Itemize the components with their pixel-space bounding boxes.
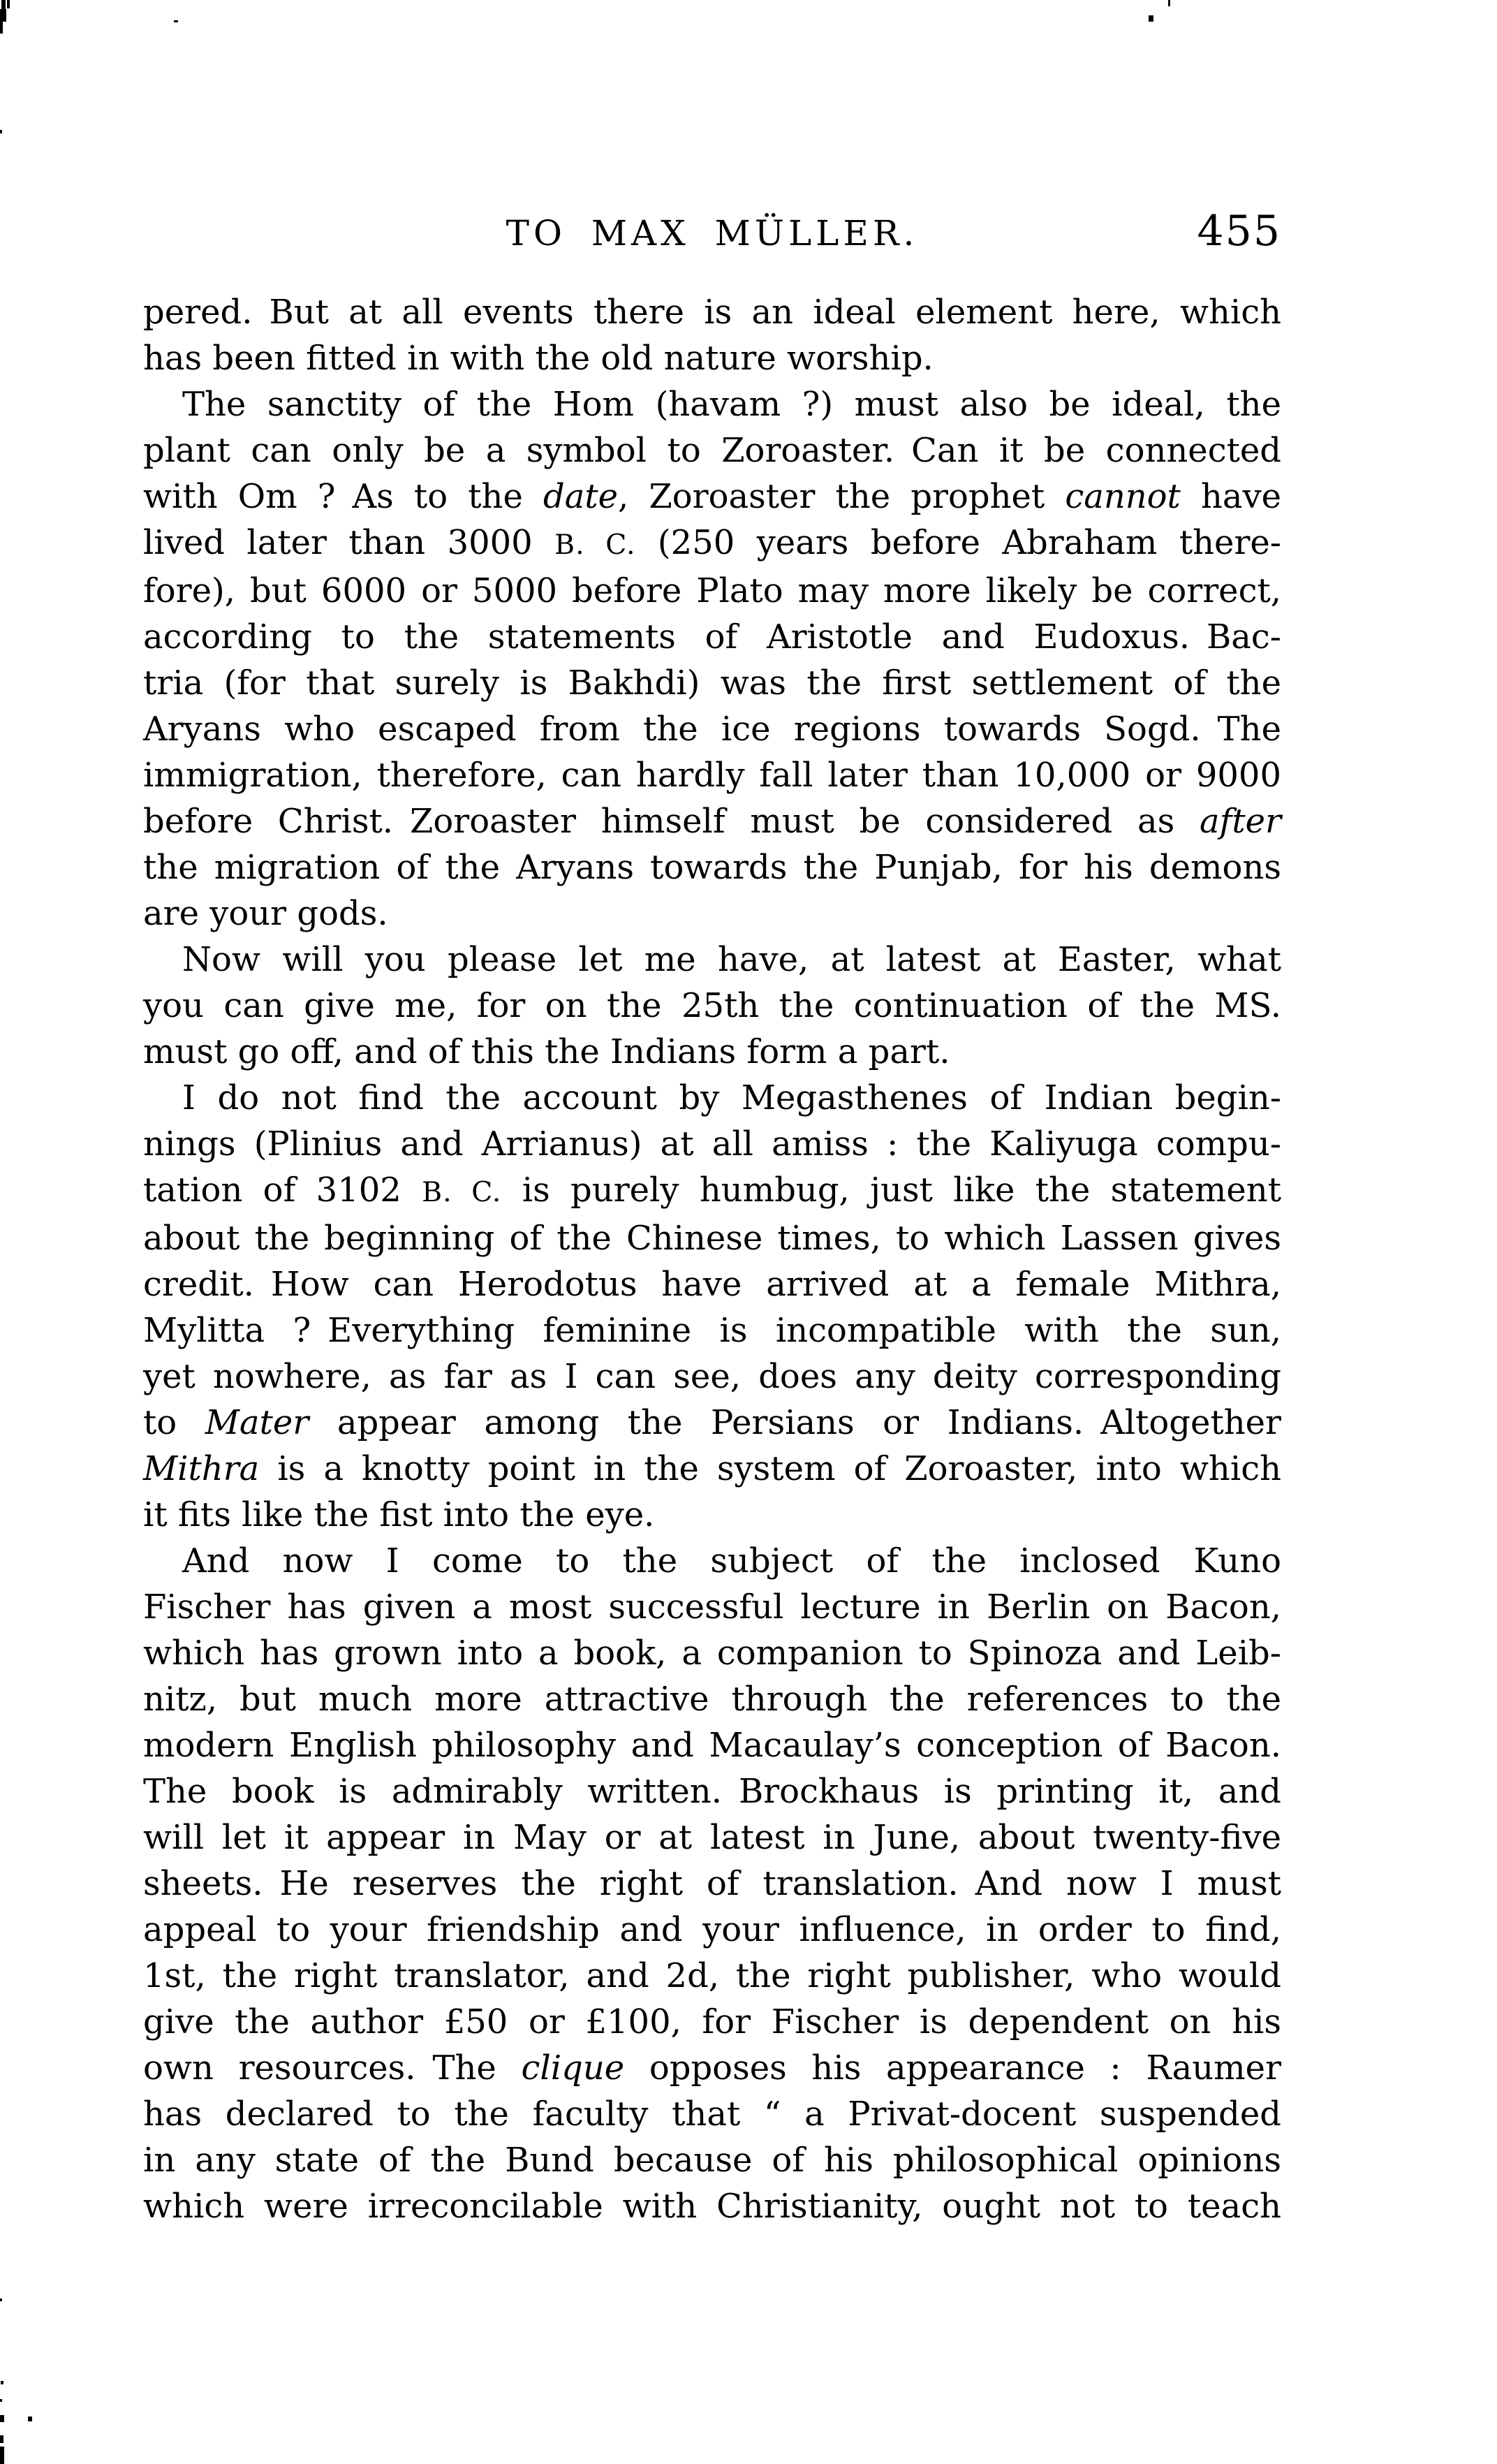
- text-line: 1st, the right translator, and 2d, the right publisher, who would: [143, 1956, 1281, 1995]
- text-line: must go off, and of this the Indians form a part.: [143, 1032, 950, 1071]
- ink-speck: [1, 2381, 3, 2384]
- running-title: TO MAX MÜLLER.: [506, 213, 919, 254]
- text-line: you can give me, for on the 25th the continuation of the MS.: [143, 986, 1281, 1025]
- italic-text: Mater: [205, 1403, 309, 1442]
- text-line: lived later than 3000 B. C. (250 years before Abraham there-: [143, 523, 1282, 562]
- text-line: the migration of the Aryans towards the Punjab, for his demons: [143, 848, 1281, 887]
- italic-text: cannot: [1065, 477, 1181, 516]
- text-line: immigration, therefore, can hardly fall later than 10,000 or 9000: [143, 756, 1281, 795]
- ink-speck: [0, 21, 3, 34]
- text-line: nings (Plinius and Arrianus) at all amiss : the Kaliyuga compu-: [143, 1124, 1281, 1164]
- text-line: The sanctity of the Hom (havam ?) must also be ideal, the: [182, 385, 1281, 424]
- page-number: 455: [1197, 207, 1281, 256]
- text-line: Mithra is a knotty point in the system of Zoroaster, into which: [143, 1449, 1281, 1488]
- text-line: before Christ. Zoroaster himself must be considered as after: [143, 802, 1281, 841]
- text-line: it fits like the fist into the eye.: [143, 1495, 655, 1534]
- text-line: modern English philosophy and Macaulay’s conception of Bacon.: [143, 1726, 1281, 1765]
- italic-text: after: [1199, 802, 1281, 841]
- ink-speck: [174, 20, 178, 22]
- text-line: credit. How can Herodotus have arrived at a female Mithra,: [143, 1265, 1281, 1304]
- ink-speck: [1168, 0, 1170, 6]
- text-line: Mylitta ? Everything feminine is incompatible with the sun,: [143, 1311, 1281, 1350]
- text-line: And now I come to the subject of the inclosed Kuno: [182, 1541, 1281, 1581]
- text-line: plant can only be a symbol to Zoroaster. Can it be connected: [143, 431, 1281, 470]
- text-line: has been fitted in with the old nature worship.: [143, 339, 934, 378]
- text-line: The book is admirably written. Brockhaus is printing it, and: [143, 1772, 1281, 1811]
- ink-speck: [0, 9, 6, 22]
- text-line: sheets. He reserves the right of translation. And now I must: [143, 1864, 1281, 1903]
- text-line: give the author £50 or £100, for Fischer is dependent on his: [143, 2002, 1281, 2041]
- ink-speck: [0, 2447, 4, 2464]
- text-line: tria (for that surely is Bakhdi) was the first settlement of the: [143, 663, 1281, 703]
- ink-speck: [0, 2415, 4, 2422]
- text-line: own resources. The clique opposes his appearance : Raumer: [143, 2048, 1282, 2088]
- text-line: Aryans who escaped from the ice regions towards Sogd. The: [143, 710, 1281, 749]
- italic-text: Mithra: [143, 1449, 260, 1488]
- small-caps-text: B. C.: [554, 529, 636, 561]
- ink-speck: [0, 2435, 3, 2443]
- header-right-spacer: [918, 207, 1281, 256]
- italic-text: date: [543, 477, 619, 516]
- text-line: according to the statements of Aristotle and Eudoxus. Bac-: [143, 617, 1281, 657]
- italic-text: clique: [521, 2048, 625, 2088]
- text-line: are your gods.: [143, 894, 388, 933]
- text-line: I do not find the account by Megasthenes of Indian begin-: [182, 1078, 1281, 1117]
- text-line: about the beginning of the Chinese times, to which Lassen gives: [143, 1219, 1281, 1258]
- text-line: Now will you please let me have, at latest at Easter, what: [182, 940, 1281, 979]
- text-line: in any state of the Bund because of his philosophical opinions: [143, 2141, 1281, 2180]
- ink-speck: [0, 2298, 2, 2301]
- ink-speck: [0, 130, 2, 133]
- small-caps-text: B. C.: [422, 1176, 502, 1208]
- text-line: Fischer has given a most successful lecture in Berlin on Bacon,: [143, 1587, 1281, 1627]
- text-line: nitz, but much more attractive through the references to the: [143, 1680, 1281, 1719]
- text-line: has declared to the faculty that “ a Privat-docent suspended: [143, 2095, 1281, 2134]
- ink-speck: [28, 2417, 32, 2421]
- text-line: will let it appear in May or at latest in June, about twenty-five: [143, 1818, 1281, 1857]
- text-line: yet nowhere, as far as I can see, does any deity corresponding: [143, 1357, 1281, 1396]
- ink-speck: [0, 2399, 2, 2402]
- page-header: [143, 207, 1281, 256]
- text-line: which has grown into a book, a companion to Spinoza and Leib-: [143, 1634, 1281, 1673]
- text-line: with Om ? As to the date, Zoroaster the prophet cannot have: [143, 477, 1282, 516]
- text-line: fore), but 6000 or 5000 before Plato may more likely be correct,: [143, 571, 1281, 610]
- text-line: which were irreconcilable with Christianity, ought not to teach: [143, 2187, 1281, 2226]
- text-line: tation of 3102 B. C. is purely humbug, just like the statement: [143, 1171, 1282, 1210]
- ink-speck: [1, 0, 6, 9]
- page-body: [143, 289, 1281, 2229]
- text-line: to Mater appear among the Persians or Indians. Altogether: [143, 1403, 1281, 1442]
- ink-speck: [1149, 15, 1153, 22]
- text-line: pered. But at all events there is an ideal element here, which: [143, 293, 1281, 332]
- ink-speck: [7, 0, 10, 8]
- text-line: appeal to your friendship and your influence, in order to find,: [143, 1910, 1281, 1949]
